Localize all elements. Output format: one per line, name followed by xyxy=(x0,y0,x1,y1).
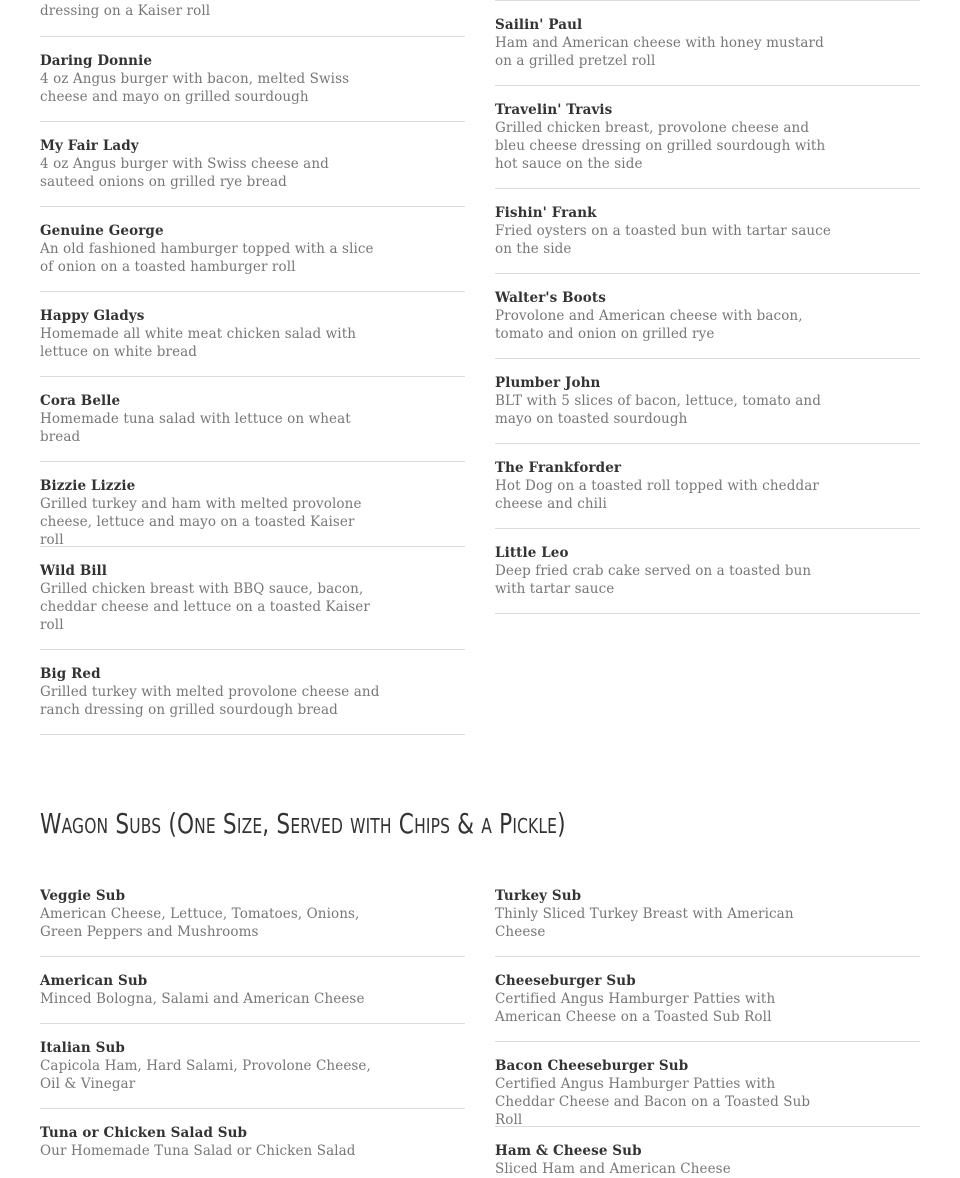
menu-item-name: Happy Gladys xyxy=(40,308,145,324)
menu-item-description: Hot Dog on a toasted roll topped with cheddar cheese and chili xyxy=(495,478,819,512)
menu-item-description: Our Homemade Tuna Salad or Chicken Salad xyxy=(40,1143,356,1159)
menu-item-partial xyxy=(40,0,465,37)
menu-item-name: Fishin' Frank xyxy=(495,205,597,221)
menu-item-description: Deep fried crab cake served on a toasted bun with tartar sauce xyxy=(495,563,812,597)
menu-item xyxy=(495,289,920,359)
menu-item xyxy=(40,222,465,292)
menu-item-name: Veggie Sub xyxy=(40,888,126,904)
menu-item xyxy=(40,137,465,207)
menu-item-name: Walter's Boots xyxy=(495,290,606,306)
menu-item-description: Homemade all white meat chicken salad with lettuce on white bread xyxy=(40,326,357,360)
menu-item-name: Cheeseburger Sub xyxy=(495,973,636,989)
menu-item-name: Italian Sub xyxy=(40,1040,125,1056)
menu-item-name: Plumber John xyxy=(495,375,601,391)
menu-item-description: Ham and American cheese with honey mustard on a grilled pretzel roll xyxy=(495,35,824,69)
menu-item-name: Genuine George xyxy=(40,223,164,239)
menu-item xyxy=(495,374,920,444)
menu-item-name: My Fair Lady xyxy=(40,138,139,154)
menu-item xyxy=(495,459,920,529)
menu-item xyxy=(40,972,465,1024)
menu-item-description: BLT with 5 slices of bacon, lettuce, tomato and mayo on toasted sourdough xyxy=(495,393,821,427)
section-title: Wagon Subs (One Size, Served with Chips & a Pickle) xyxy=(40,807,566,840)
menu-item xyxy=(495,887,920,957)
menu-item xyxy=(40,477,465,547)
menu-item-name: The Frankforder xyxy=(495,460,622,476)
menu-item xyxy=(40,1124,465,1159)
divider xyxy=(495,0,920,1)
menu-item-description: Certified Angus Hamburger Patties with American Cheese on a Toasted Sub Roll xyxy=(495,991,776,1025)
menu-item-description: Grilled chicken breast, provolone cheese and bleu cheese dressing on grilled sourdough with hot sauce on the side xyxy=(495,120,826,172)
menu-item xyxy=(40,887,465,957)
menu-item-name: Little Leo xyxy=(495,545,569,561)
menu-item-name: Tuna or Chicken Salad Sub xyxy=(40,1125,248,1141)
menu-item-name: Travelin' Travis xyxy=(495,102,613,118)
menu-item-description: Certified Angus Hamburger Patties with Cheddar Cheese and Bacon on a Toasted Sub Roll xyxy=(495,1076,811,1128)
menu-item xyxy=(40,665,465,735)
menu-item xyxy=(495,544,920,614)
menu-item-description: Sliced Ham and American Cheese xyxy=(495,1161,731,1177)
menu-item-name: Turkey Sub xyxy=(495,888,582,904)
menu-item-description: Provolone and American cheese with bacon, tomato and onion on grilled rye xyxy=(495,308,803,342)
menu-item xyxy=(40,52,465,122)
menu-item-name: Daring Donnie xyxy=(40,53,153,69)
menu-item xyxy=(40,392,465,462)
menu-item-description: Fried oysters on a toasted bun with tartar sauce on the side xyxy=(495,223,831,257)
menu-item xyxy=(495,101,920,189)
menu-item xyxy=(40,307,465,377)
menu-item-name: Wild Bill xyxy=(40,563,108,579)
menu-item-name: American Sub xyxy=(40,973,148,989)
menu-item-description: Grilled turkey and ham with melted provolone cheese, lettuce and mayo on a toasted Kaiser roll xyxy=(40,496,362,548)
menu-item-description: Homemade tuna salad with lettuce on wheat bread xyxy=(40,411,351,445)
menu-item-description: dressing on a Kaiser roll xyxy=(40,3,211,19)
menu-item-name: Bizzie Lizzie xyxy=(40,478,136,494)
menu-item-description: 4 oz Angus burger with Swiss cheese and sauteed onions on grilled rye bread xyxy=(40,156,329,190)
menu-item-description: Grilled chicken breast with BBQ sauce, bacon, cheddar cheese and lettuce on a toasted Kaiser roll xyxy=(40,581,370,633)
menu-item xyxy=(495,1142,920,1177)
menu-item xyxy=(40,1039,465,1109)
menu-item-description: Capicola Ham, Hard Salami, Provolone Cheese, Oil & Vinegar xyxy=(40,1058,371,1092)
menu-item-name: Big Red xyxy=(40,666,101,682)
menu-item-description: Minced Bologna, Salami and American Cheese xyxy=(40,991,365,1007)
menu-item xyxy=(495,972,920,1042)
menu-item-name: Bacon Cheeseburger Sub xyxy=(495,1058,689,1074)
menu-item-name: Sailin' Paul xyxy=(495,17,583,33)
menu-item xyxy=(495,204,920,274)
menu-item-name: Cora Belle xyxy=(40,393,121,409)
menu-item-name: Ham & Cheese Sub xyxy=(495,1143,642,1159)
menu-item xyxy=(495,1057,920,1127)
menu-item-description: American Cheese, Lettuce, Tomatoes, Onions, Green Peppers and Mushrooms xyxy=(40,906,360,940)
menu-item-description: An old fashioned hamburger topped with a slice of onion on a toasted hamburger roll xyxy=(40,241,374,275)
menu-item xyxy=(495,16,920,86)
menu-item-description: Thinly Sliced Turkey Breast with American Cheese xyxy=(495,906,794,940)
menu-item-description: Grilled turkey with melted provolone cheese and ranch dressing on grilled sourdough bread xyxy=(40,684,380,718)
menu-item-description: 4 oz Angus burger with bacon, melted Swiss cheese and mayo on grilled sourdough xyxy=(40,71,350,105)
menu-item xyxy=(40,562,465,650)
